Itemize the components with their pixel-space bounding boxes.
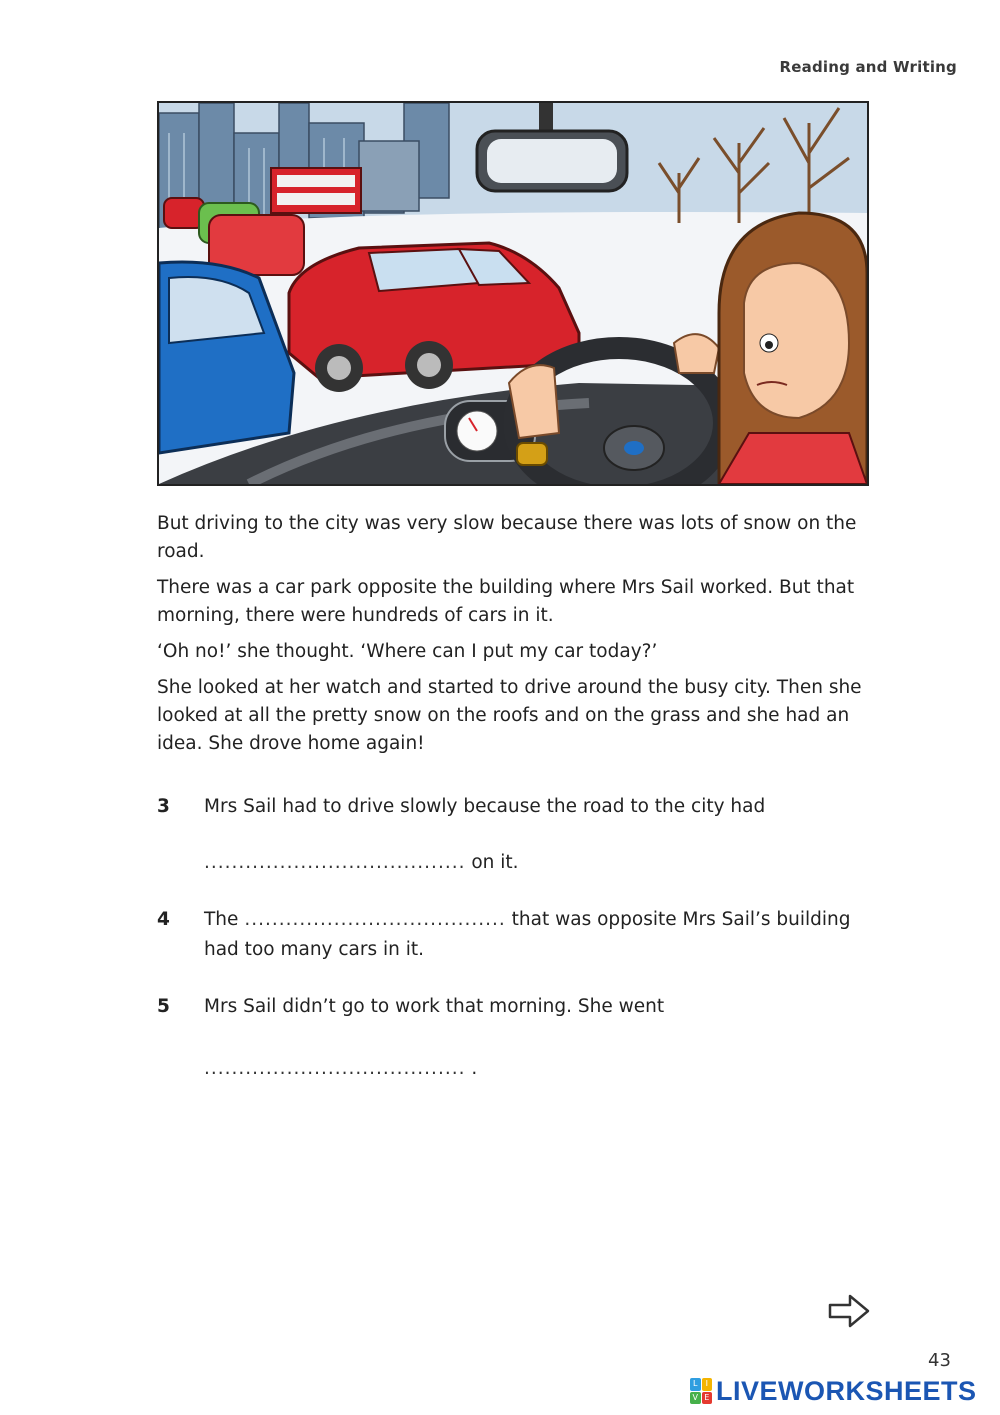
answer-blank-4[interactable]: ...................................... — [244, 909, 506, 930]
answer-line — [204, 848, 864, 878]
logo-block: E — [702, 1392, 713, 1405]
story-paragraph: There was a car park opposite the building where Mrs Sail worked. But that morning, there were hundreds of cars in it. — [157, 577, 855, 626]
logo-block: V — [690, 1392, 701, 1405]
answer-blank-5[interactable]: ...................................... — [204, 1058, 466, 1079]
story-paragraph: ‘Oh no!’ she thought. ‘Where can I put my car today?’ — [157, 641, 658, 662]
question-4 — [157, 905, 869, 975]
question-text — [204, 905, 864, 965]
answer-line — [204, 1054, 864, 1084]
question-3 — [157, 792, 869, 892]
question-number: 5 — [157, 996, 170, 1017]
brand-name: LIVEWORKSHEETS — [716, 1375, 977, 1406]
logo-block: L — [690, 1378, 701, 1391]
question-number: 4 — [157, 909, 170, 930]
question-text-after: . — [471, 1058, 478, 1079]
story-paragraph: She looked at her watch and started to drive around the busy city. Then she looked at all the pretty snow on the roofs and on the grass and she had an idea. She drove home again! — [157, 677, 862, 754]
snowy-traffic-scene — [159, 103, 867, 484]
answer-blank-3[interactable]: ...................................... — [204, 852, 466, 873]
liveworksheets-logo-icon — [690, 1378, 712, 1404]
section-header: Reading and Writing — [779, 58, 957, 76]
question-text-after: that was opposite Mrs Sail’s building — [511, 909, 851, 930]
question-5 — [157, 992, 869, 1092]
logo-block: I — [702, 1378, 713, 1391]
question-text: Mrs Sail had to drive slowly because the road to the city had — [204, 796, 766, 817]
question-text: Mrs Sail didn’t go to work that morning. She went — [204, 996, 665, 1017]
story-illustration — [157, 101, 869, 486]
story-paragraph: But driving to the city was very slow because there was lots of snow on the road. — [157, 513, 857, 562]
question-text-line2: had too many cars in it. — [204, 939, 425, 960]
question-number: 3 — [157, 796, 170, 817]
page-number: 43 — [928, 1350, 951, 1371]
story-text — [157, 510, 869, 766]
next-page-arrow-icon[interactable] — [828, 1294, 870, 1328]
liveworksheets-brand[interactable] — [690, 1375, 977, 1407]
question-text-after: on it. — [471, 852, 519, 873]
question-text-before: The — [204, 909, 239, 930]
